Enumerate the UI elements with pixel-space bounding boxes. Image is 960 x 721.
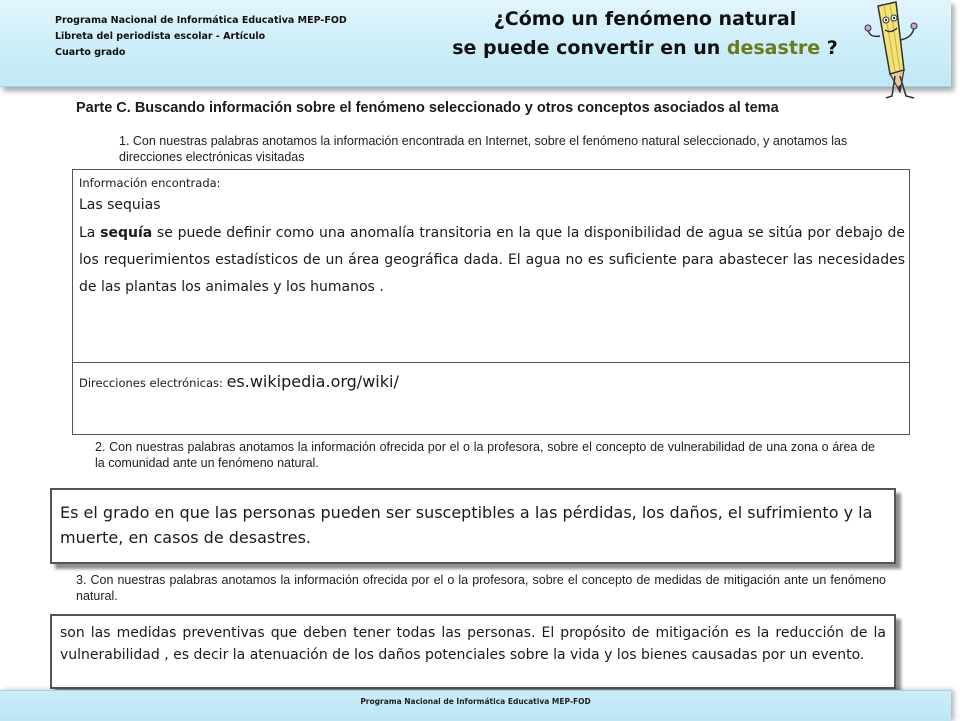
answer-mitigation-text: son las medidas preventivas que deben tener todas las personas. El propósito de mitigación es la reducción de la vulnerabilidad , es decir la atenuación de los daños potenciales sobre la vida y los bienes causadas por un evento.: [60, 625, 886, 663]
program-name: Programa Nacional de Informática Educativa MEP-FOD: [55, 15, 347, 26]
header-info: [55, 13, 347, 61]
info-body-post: se puede definir como una anomalía transitoria en la que la disponibilidad de agua se sitúa por debajo de los requerimientos estadísticos de un área geográfica dada. El agua no es suficiente para abastecer las necesidades de las plantas los animales y los humanos .: [79, 225, 905, 295]
header-banner: [0, 0, 951, 87]
title-accent-word: desastre: [726, 37, 821, 59]
title-line-1: ¿Cómo un fenómeno natural: [493, 8, 797, 30]
page-title: [420, 5, 870, 63]
footer-text: Programa Nacional de Informática Educativa MEP-FOD: [360, 697, 591, 706]
answer-vulnerability-box: [50, 488, 896, 564]
title-line-2-pre: se puede convertir en un: [452, 37, 727, 59]
instruction-2: 2. Con nuestras palabras anotamos la información ofrecida por el o la profesora, sobre el concepto de vulnerabilidad de una zona o área de la comunidad ante un fenómeno natural.: [95, 440, 875, 470]
directions-row: [79, 372, 399, 391]
info-found-cell: [73, 170, 909, 363]
instruction-1: 1. Con nuestras palabras anotamos la información encontrada en Internet, sobre el fenómeno natural seleccionado, y anotamos las direcciones electrónicas visitadas: [119, 134, 848, 164]
section-title: Parte C. Buscando información sobre el fenómeno seleccionado y otros conceptos asociados al tema: [76, 100, 779, 116]
grade-label: Cuarto grado: [55, 47, 126, 58]
notebook-name: Libreta del periodista escolar - Artículo: [55, 31, 266, 42]
info-body-text: [79, 220, 905, 301]
title-line-2-post: ?: [820, 37, 838, 59]
pencil-character-icon: [862, 0, 934, 104]
info-found-label: Información encontrada:: [79, 176, 221, 190]
footer-banner: [0, 690, 951, 721]
info-heading: Las sequias: [79, 197, 161, 213]
directions-url: es.wikipedia.org/wiki/: [226, 372, 399, 391]
info-body-bold: sequía: [100, 225, 153, 241]
answer-vulnerability-text: Es el grado en que las personas pueden ser susceptibles a las pérdidas, los daños, el sufrimiento y la muerte, en casos de desastres.: [60, 503, 873, 547]
directions-label: Direcciones electrónicas:: [79, 376, 227, 390]
info-body-pre: La: [79, 225, 101, 241]
instruction-3: 3. Con nuestras palabras anotamos la información ofrecida por el o la profesora, sobre el concepto de medidas de mitigación ante un fenómeno natural.: [76, 573, 886, 603]
title-line-2: [420, 34, 870, 63]
info-table: [72, 169, 910, 435]
answer-mitigation-box: [50, 614, 896, 689]
